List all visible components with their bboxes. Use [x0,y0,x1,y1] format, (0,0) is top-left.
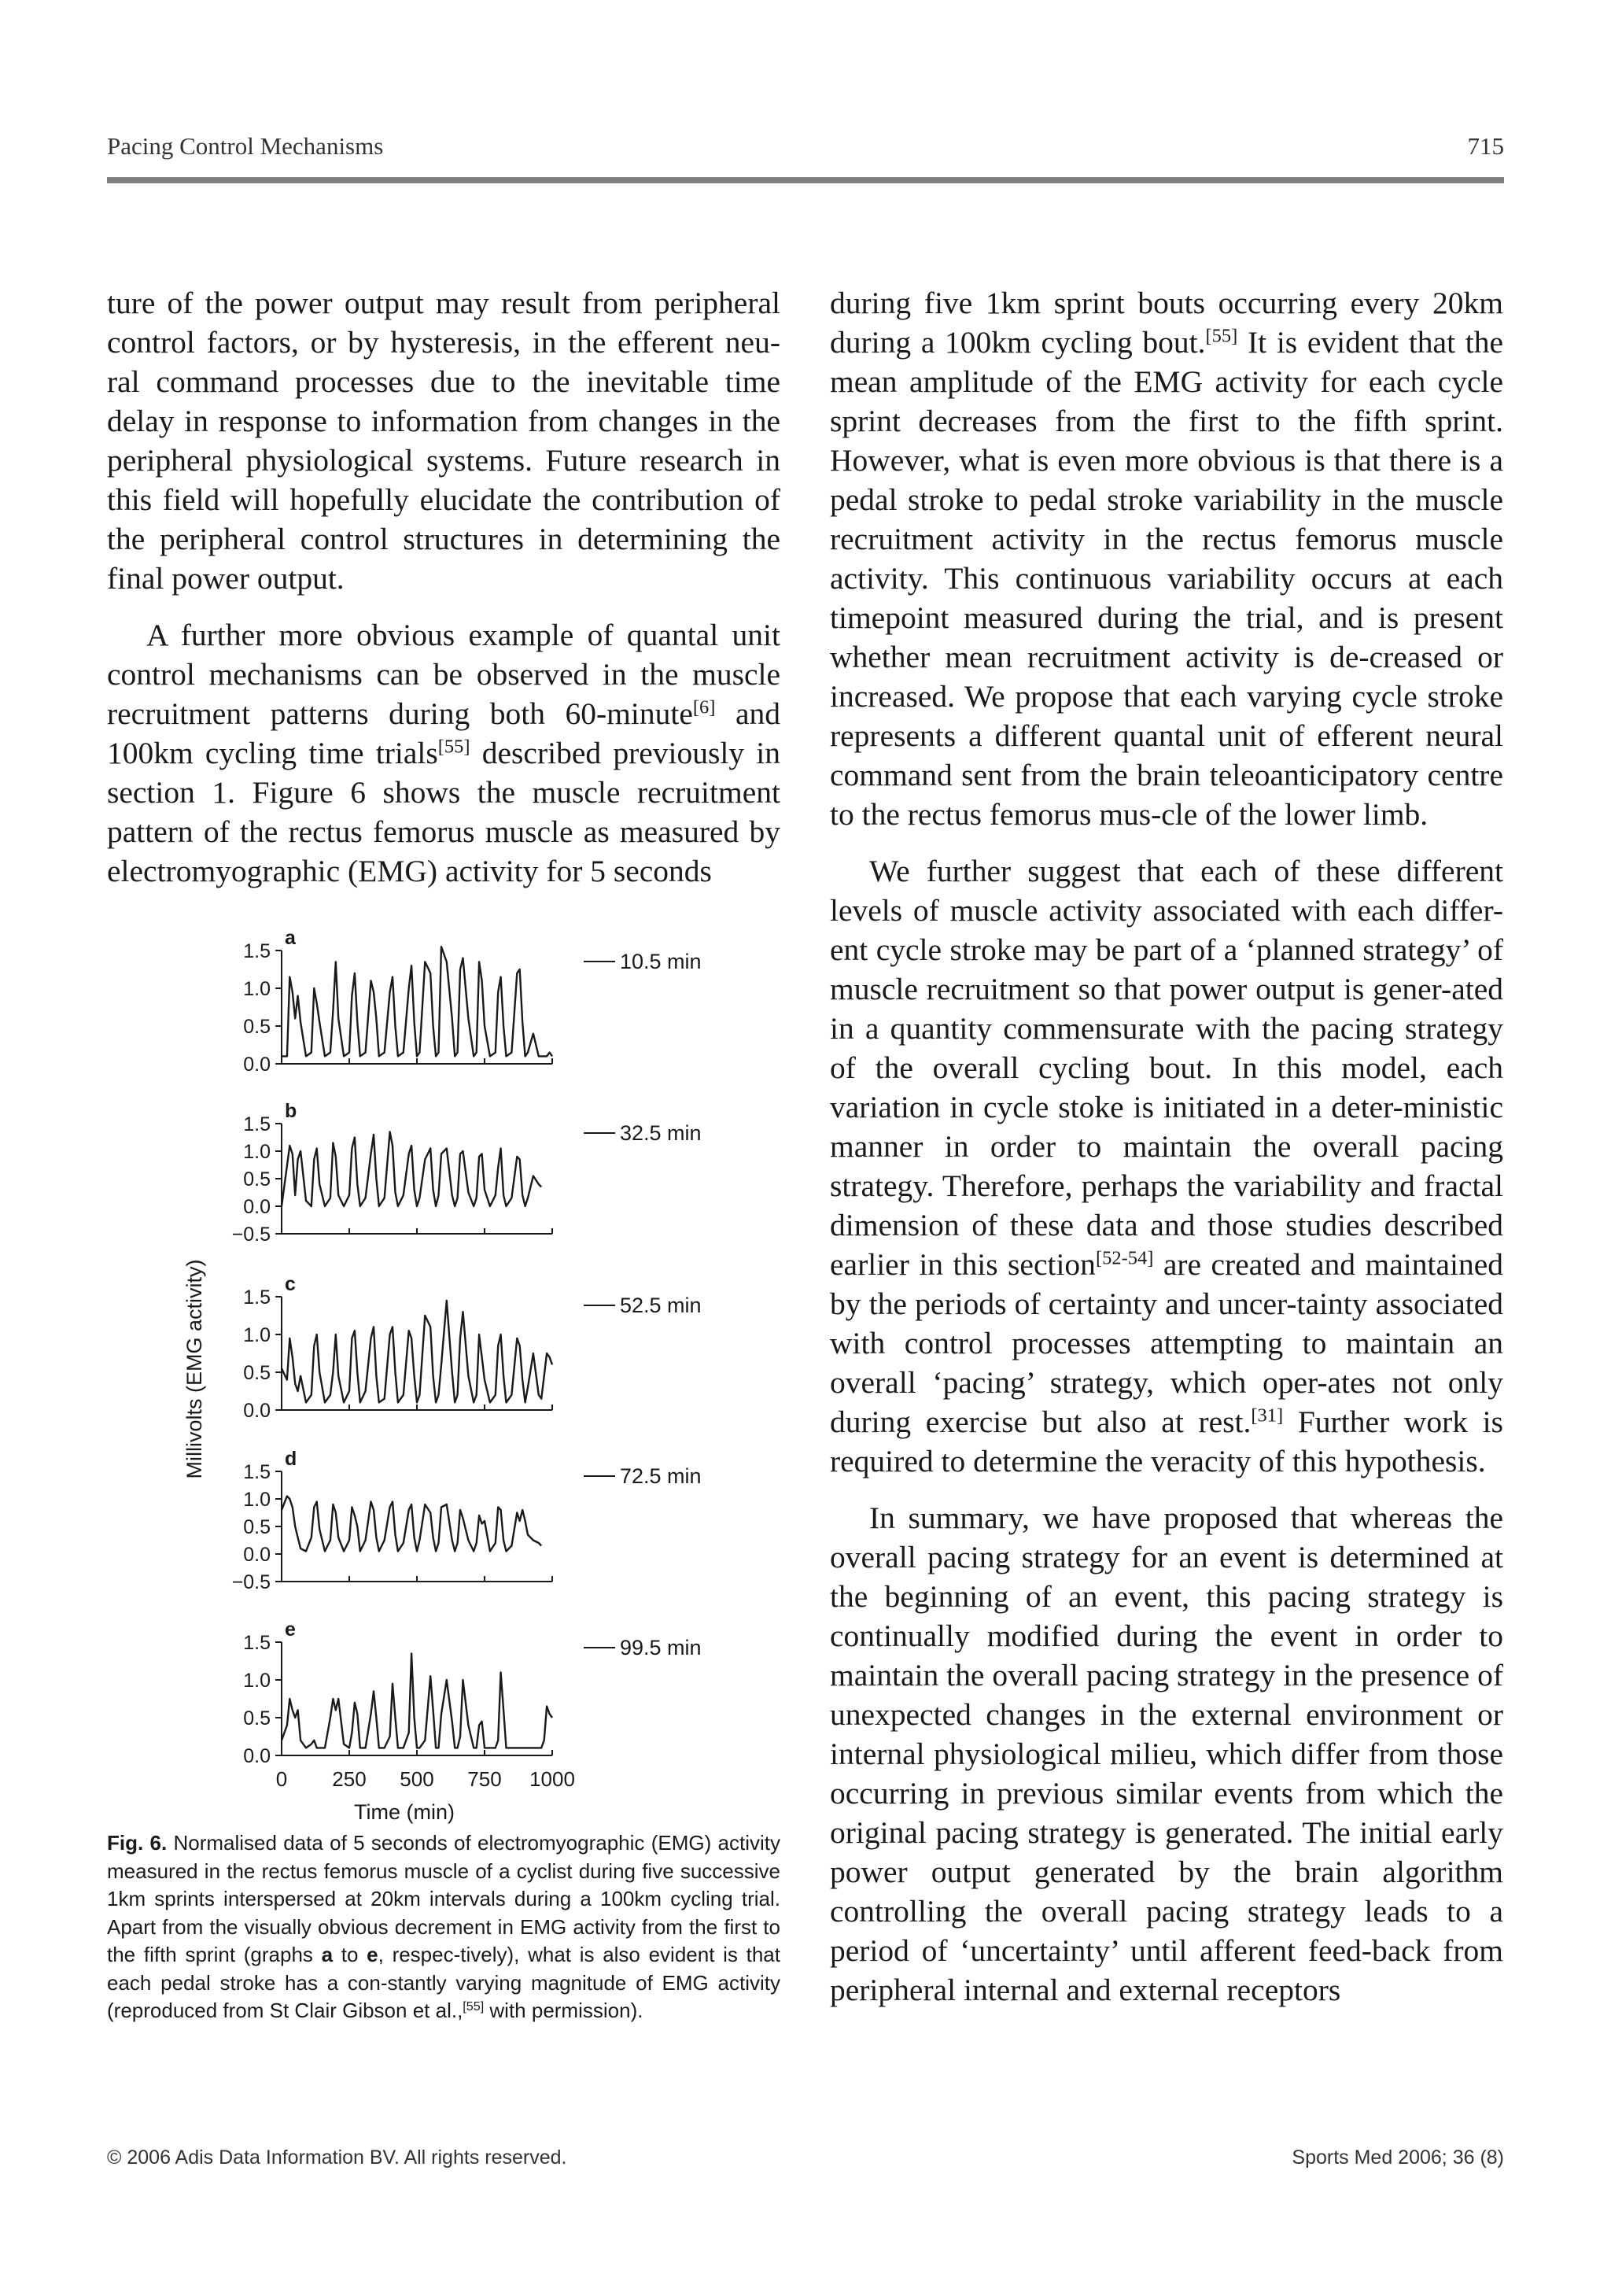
running-header [107,132,1504,161]
y-axis-label: Millivolts (EMG activity) [182,1259,206,1479]
panel-letter: c [285,1273,296,1295]
caption-label: Fig. 6. [107,1831,168,1855]
y-tick-label: 1.0 [243,978,271,1000]
emg-chart [107,921,783,1825]
y-tick-label: −0.5 [231,1224,271,1246]
y-tick-label: 1.0 [243,1324,271,1346]
emg-series-line [282,947,552,1056]
panel-d [232,1448,702,1593]
x-axis-label: Time (min) [354,1800,455,1824]
panel-c [243,1273,701,1422]
y-tick-label: 0.5 [243,1016,271,1038]
emg-series-line [282,1132,541,1207]
figure-caption: Fig. 6. Normalised data of 5 seconds of electromyographic (EMG) activity measured in the rectus femorus muscle of a cyclist during five successive 1km sprints interspersed at 20km intervals during a 100km cycling trial. Apart from the visually obvious decrement in EMG activity from the first to the fifth sprint (graphs a to e, respec-tively), what is also evident is that each pedal stroke has a con-stantly varying magnitude of EMG activity (reproduced from St Clair Gibson et al.,[55] with permission). [107,1831,780,2022]
x-tick-label: 750 [467,1767,502,1791]
legend-label: 32.5 min [620,1121,702,1145]
legend-label: 99.5 min [620,1636,702,1659]
y-tick-label: −0.5 [231,1571,271,1593]
y-tick-label: 1.5 [243,1461,271,1483]
left-paragraph-1: ture of the power output may result from peripheral control factors, or by hysteresis, in the efferent neu-ral command processes due to the inevitable time delay in response to information from changes in the peripheral physiological systems. Future research in this field will hopefully elucidate the contribution of the peripheral control structures in determining the final power output. [107,286,780,596]
header-rule [107,177,1504,183]
y-tick-label: 0.5 [243,1516,271,1538]
citation: [55] [463,1999,485,2014]
legend-label: 52.5 min [620,1294,702,1317]
right-paragraph-1: during five 1km sprint bouts occurring every 20km during a 100km cycling bout.[55] It is evident that the mean amplitude of the EMG activity for each cycle sprint decreases from the first to the fifth sprint. However, what is even more obvious is that there is a pedal stroke to pedal stroke variability in the muscle recruitment activity in the rectus femorus muscle activity. This continuous variability occurs at each timepoint measured during the trial, and is present whether mean recruitment activity is de-creased or increased. We propose that each varying cycle stroke represents a different quantal unit of efferent neural command sent from the brain teleoanticipatory centre to the rectus femorus mus-cle of the lower limb. [830,286,1503,832]
journal-citation: Sports Med 2006; 36 (8) [1292,2147,1504,2169]
y-tick-label: 1.5 [243,940,271,962]
y-tick-label: 0.0 [243,1400,271,1422]
chart-panels [232,927,702,1767]
copyright: © 2006 Adis Data Information BV. All rights reserved. [107,2147,567,2169]
emg-series-line [282,1653,552,1748]
citation: [52-54] [1095,1247,1154,1269]
panel-letter: b [285,1100,297,1122]
running-title: Pacing Control Mechanisms [107,132,384,160]
x-axis [276,1767,575,1791]
citation: [6] [692,696,716,718]
y-tick-label: 0.0 [243,1054,271,1076]
panel-letter: a [285,927,296,949]
panel-a [243,927,701,1076]
page-footer [107,2147,1504,2169]
x-tick-label: 250 [332,1767,367,1791]
right-paragraph-2: We further suggest that each of these different levels of muscle activity associated with each differ-ent cycle stroke may be part of a ‘planned strategy’ of muscle recruitment so that power output is gener-ated in a quantity commensurate with the pacing strategy of the overall cycling bout. In this model, each variation in cycle stoke is initiated in a deter-ministic manner in order to maintain the overall pacing strategy. Therefore, perhaps the variability and fractal dimension of these data and those studies described earlier in this section[52-54] are created and maintained by the periods of certainty and uncer-tainty associated with control processes attempting to maintain an overall ‘pacing’ strategy, which oper-ates not only during exercise but also at rest.[31] Further work is required to determine the veracity of this hypothesis. [830,854,1503,1478]
y-tick-label: 1.0 [243,1141,271,1163]
left-paragraph-2: A further more obvious example of quantal unit control mechanisms can be observed in the muscle recruitment patterns during both 60-minute[6] and 100km cycling time trials[55] described previously in section 1. Figure 6 shows the muscle recruitment pattern of the rectus femorus muscle as measured by electromyographic (EMG) activity for 5 seconds [107,618,780,888]
y-tick-label: 0.0 [243,1544,271,1566]
x-tick-label: 1000 [529,1767,575,1791]
x-tick-label: 0 [275,1767,288,1791]
y-tick-label: 1.0 [243,1670,271,1692]
panel-letter: e [285,1619,296,1641]
page-number: 715 [1467,132,1504,160]
y-tick-label: 1.0 [243,1489,271,1511]
left-column [107,283,780,908]
y-tick-label: 0.5 [243,1168,271,1190]
citation: [31] [1251,1405,1284,1427]
y-tick-label: 1.5 [243,1286,271,1309]
y-tick-label: 1.5 [243,1113,271,1135]
citation: [55] [437,736,470,758]
citation: [55] [1205,325,1238,347]
y-tick-label: 0.5 [243,1362,271,1384]
panel-letter: d [285,1448,297,1470]
y-tick-label: 0.0 [243,1196,271,1218]
panel-e [243,1619,701,1767]
legend-label: 10.5 min [620,950,702,973]
figure-6 [107,921,783,1825]
emg-series-line [282,1301,552,1403]
y-tick-label: 0.0 [243,1745,271,1767]
x-tick-label: 500 [400,1767,434,1791]
y-tick-label: 1.5 [243,1632,271,1654]
panel-b [232,1100,702,1246]
emg-series-line [282,1497,541,1552]
legend-label: 72.5 min [620,1464,702,1488]
right-column [830,283,1503,2027]
y-tick-label: 0.5 [243,1707,271,1729]
right-paragraph-3: In summary, we have proposed that whereas the overall pacing strategy for an event is determined at the beginning of an event, this pacing strategy is continually modified during the event in order to maintain the overall pacing strategy in the presence of unexpected changes in the external environment or internal physiological milieu, which differ from those occurring in previous similar events from which the original pacing strategy is generated. The initial early power output generated by the brain algorithm controlling the overall pacing strategy leads to a period of ‘uncertainty’ until afferent feed-back from peripheral internal and external receptors [830,1501,1503,2007]
